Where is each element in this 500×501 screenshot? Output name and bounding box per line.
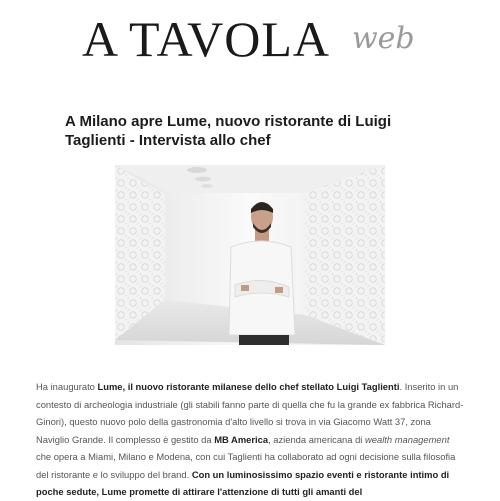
highlight-luminous-space: Con un luminosissimo spazio eventi e ristorante intimo di poche sedute, Lume promette di attirare l'attenzione di tutti gli amanti del — [36, 468, 450, 497]
logo-a-tavola[interactable]: A TAVOLA — [82, 11, 331, 67]
body-text-2: . Inserito in un contesto di archeologia industriale (gli stabili fanno parte di quella che fu la grande ex fabbrica Richard-Ginori), questo nuovo polo della gastronomia d'alto livello si trova in via Giacomo Watt 37, zona Naviglio Grande. Il complesso è gestito da — [36, 381, 464, 445]
italic-wealth-management: wealth management — [365, 433, 450, 445]
site-masthead — [0, 0, 500, 80]
body-text-4: che opera a Miami, Milano e Modena, con cui Taglienti ha collaborato ad ogni decisione sulla filosofia del ristorante e lo sviluppo del brand. — [36, 451, 456, 480]
body-text-3: , azienda americana di — [268, 433, 365, 445]
logo-web-suffix: web — [352, 21, 415, 56]
chef-photo-illustration — [115, 165, 385, 345]
highlight-restaurant-intro: Lume, il nuovo ristorante milanese dello chef stellato Luigi Taglienti — [97, 381, 400, 392]
article-body — [36, 378, 466, 501]
chef-photo — [115, 165, 385, 345]
highlight-mb-america: MB America — [214, 433, 269, 445]
article-title: A Milano apre Lume, nuovo ristorante di Luigi Taglienti - Intervista allo chef — [65, 113, 392, 149]
body-text-1: Ha inaugurato — [36, 381, 98, 392]
